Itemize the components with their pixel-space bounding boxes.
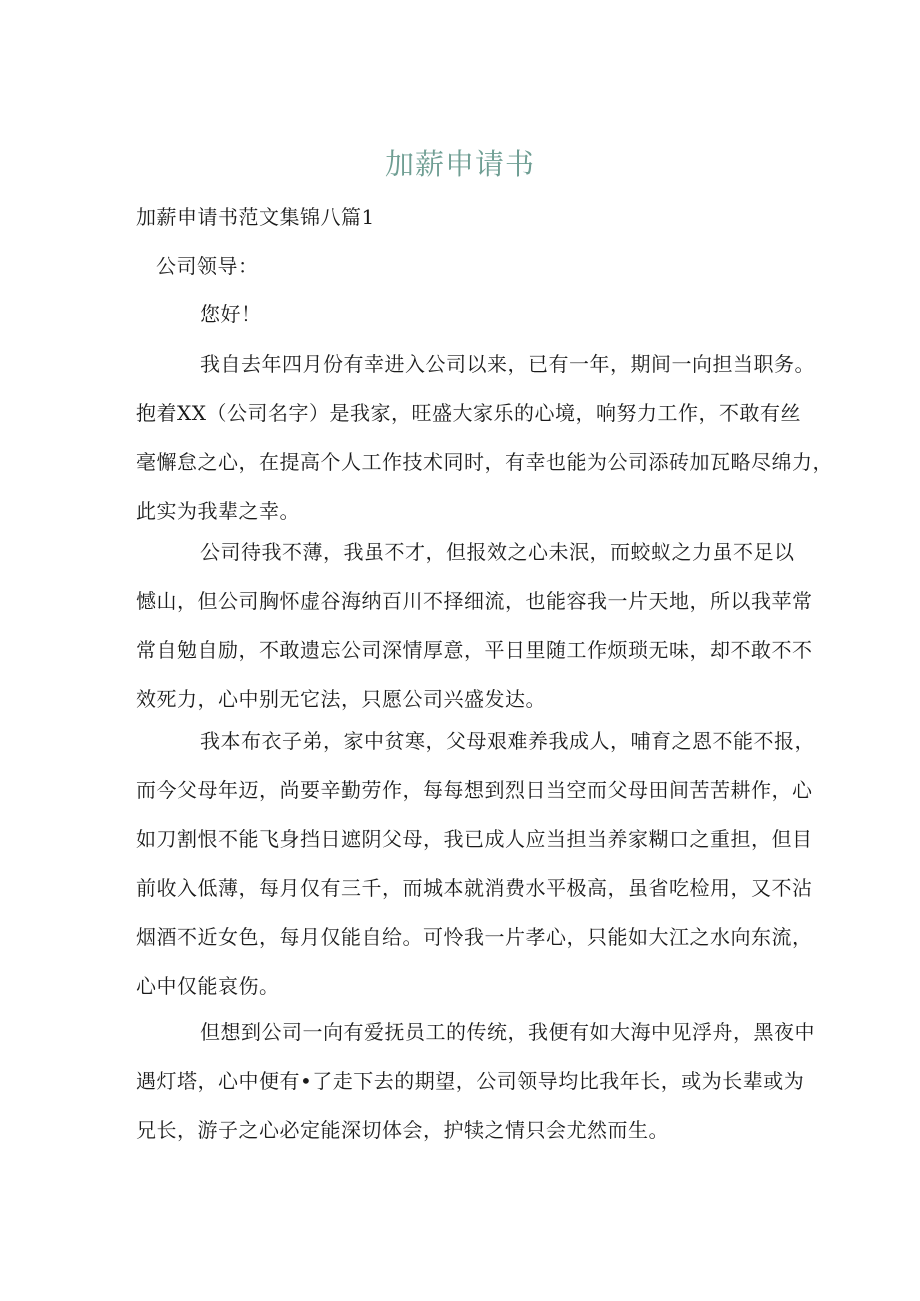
paragraph-line: 如刀割恨不能飞身挡日遮阴父母，我已成人应当担当养家糊口之重担，但目 xyxy=(136,827,813,851)
paragraph-line: 常自勉自励，不敢遗忘公司深情厚意，平日里随工作烦琐无味，却不敢不不 xyxy=(136,638,813,662)
salutation: 公司领导： xyxy=(156,254,259,278)
document-subtitle: 加薪申请书范文集锦八篇1 xyxy=(136,205,375,229)
paragraph-line: 效死力，心中别无它法，只愿公司兴盛发达。 xyxy=(136,687,546,711)
paragraph-line: 兄长，游子之心必定能深切体会，护犊之情只会尤然而生。 xyxy=(136,1118,669,1142)
paragraph-2 xyxy=(136,528,813,724)
paragraph-1 xyxy=(136,340,833,536)
paragraph-line: 但想到公司一向有爱抚员工的传统，我便有如大海中见浮舟，黑夜中 xyxy=(200,1020,815,1044)
paragraph-line: 我自去年四月份有幸进入公司以来，已有一年，期间一向担当职务。 xyxy=(200,352,815,376)
paragraph-line: 我本布衣子弟，家中贫寒，父母艰难养我成人，哺育之恩不能不报， xyxy=(200,729,815,753)
paragraph-line: 烟酒不近女色，每月仅能自给。可怜我一片孝心，只能如大江之水向东流， xyxy=(136,925,813,949)
paragraph-line: 前收入低薄，每月仅有三千，而城本就消费水平极高，虽省吃检用，又不沾 xyxy=(136,876,813,900)
paragraph-line: 憾山，但公司胸怀虚谷海纳百川不择细流，也能容我一片天地，所以我苹常 xyxy=(136,589,813,613)
paragraph-line: 心中仅能哀伤。 xyxy=(136,974,280,998)
paragraph-line: 抱着XX（公司名字）是我家，旺盛大家乐的心境，响努力工作，不敢有丝 xyxy=(136,401,801,425)
paragraph-line: 公司待我不薄，我虽不才，但报效之心未泯，而蛟蚁之力虽不足以 xyxy=(200,540,795,564)
paragraph-4 xyxy=(136,1008,815,1155)
paragraph-line: 遇灯塔，心中便有•了走下去的期望，公司领导均比我年长，或为长辈或为 xyxy=(136,1069,805,1093)
document-title: 加薪申请书 xyxy=(384,147,535,181)
paragraph-line: 此实为我辈之幸。 xyxy=(136,499,300,523)
greeting: 您好！ xyxy=(200,302,262,326)
paragraph-line: 毫懈怠之心，在提高个人工作技术同时，有幸也能为公司添砖加瓦略尽绵力， xyxy=(136,450,833,474)
paragraph-3 xyxy=(136,717,815,1011)
paragraph-line: 而今父母年迈，尚要辛勤劳作，每每想到烈日当空而父母田间苦苦耕作，心 xyxy=(136,778,813,802)
